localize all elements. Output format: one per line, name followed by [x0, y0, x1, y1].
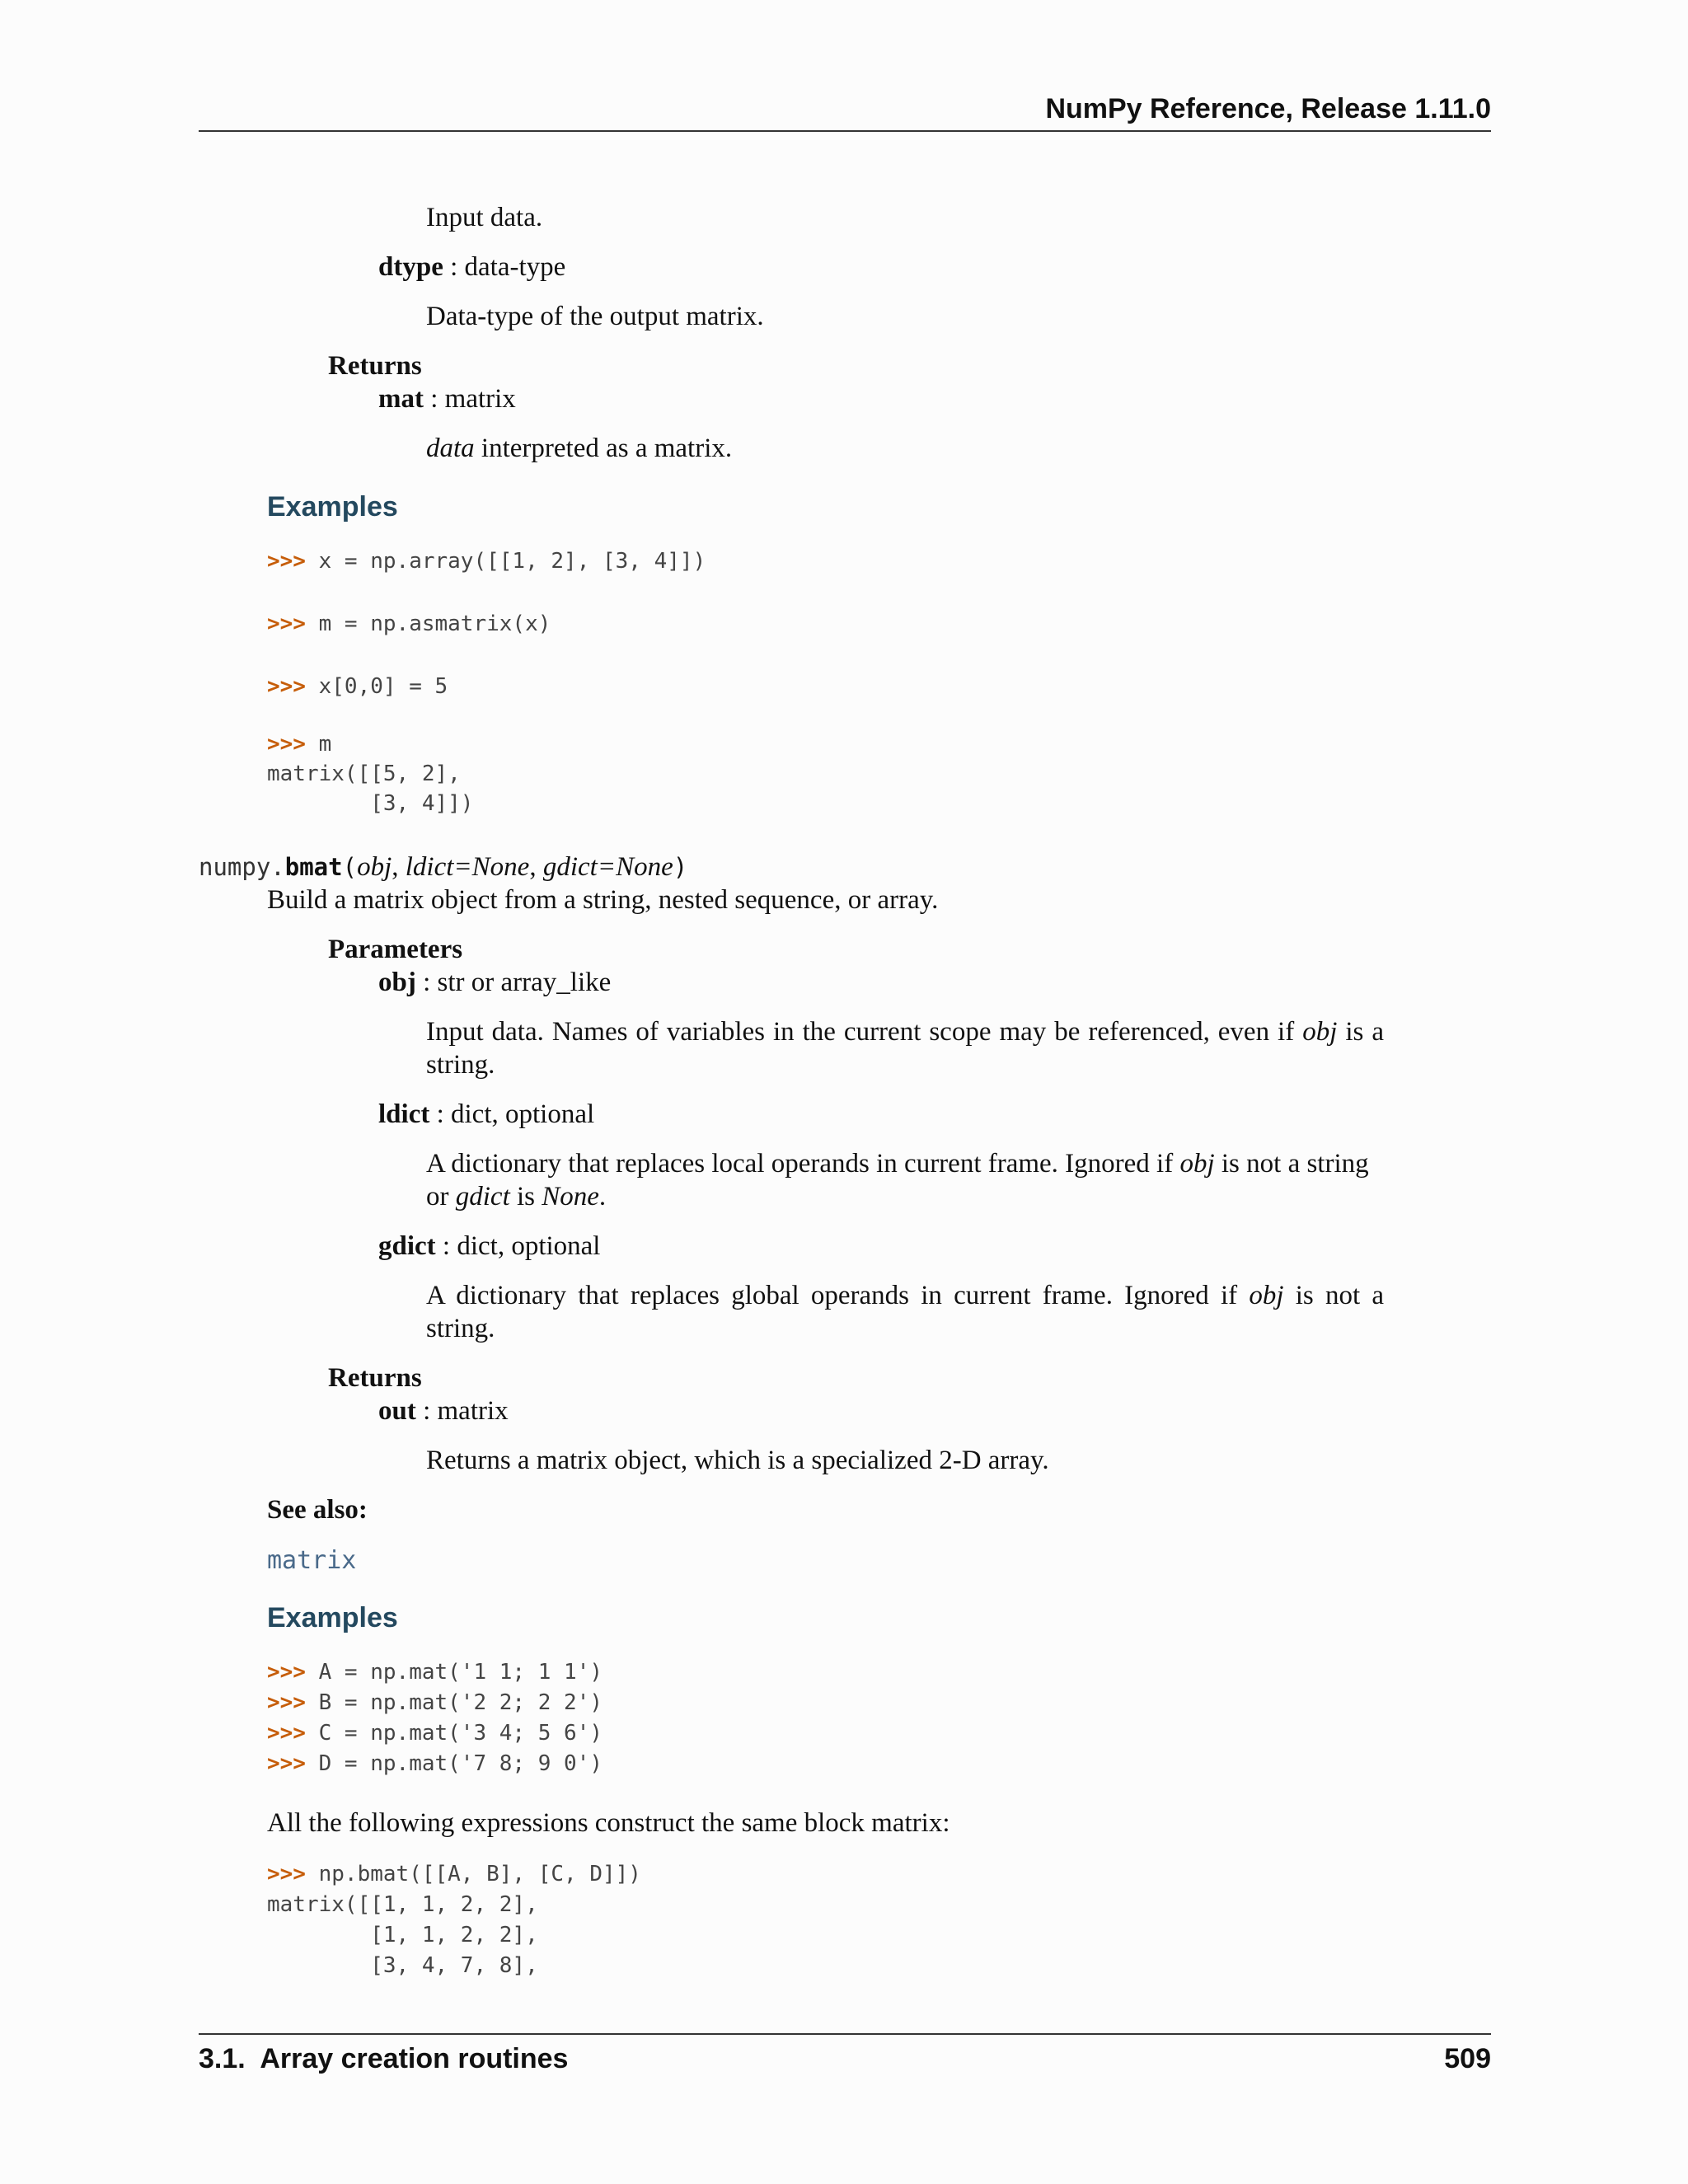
param-type: data-type — [464, 252, 566, 282]
code-output: matrix([[1, 1, 2, 2], — [267, 1892, 538, 1917]
code-text: np.bmat([[A, B], [C, D]]) — [318, 1862, 641, 1886]
page-number: 509 — [1444, 2043, 1491, 2074]
obj-param-desc — [426, 1015, 1384, 1081]
ldict-param: ldict : dict, optional — [378, 1099, 595, 1129]
param-name: gdict — [378, 1231, 436, 1261]
see-also-link-matrix[interactable]: matrix — [267, 1546, 357, 1575]
prompt: >>> — [267, 1690, 306, 1715]
prompt: >>> — [267, 1751, 306, 1776]
code-text: B = np.mat('2 2; 2 2') — [318, 1690, 603, 1715]
footer-rule — [199, 2033, 1491, 2035]
code-output: [3, 4]]) — [267, 791, 474, 816]
code-line — [267, 674, 448, 699]
sig-arg: obj — [357, 852, 392, 882]
function-summary: Build a matrix object from a string, nested sequence, or array. — [267, 885, 939, 915]
param-name: dtype — [378, 252, 443, 282]
code-line — [267, 1721, 603, 1746]
header-rule — [199, 130, 1491, 132]
code-text: m — [318, 732, 332, 757]
emphasis: obj — [1249, 1281, 1284, 1310]
function-name: bmat — [284, 853, 343, 881]
param-type: dict, optional — [451, 1099, 595, 1129]
ldict-param-desc — [426, 1147, 1384, 1213]
dtype-param: dtype : data-type — [378, 252, 566, 282]
desc-text: Input data. Names of variables in the current scope may be referenced, even if — [426, 1017, 1295, 1047]
prompt: >>> — [267, 674, 306, 699]
emphasis: gdict — [455, 1182, 510, 1212]
returns-label: Returns — [328, 1363, 422, 1393]
code-text: m = np.asmatrix(x) — [318, 612, 551, 636]
param-type: str or array_like — [437, 968, 612, 997]
see-also-label: See also: — [267, 1495, 368, 1525]
return-desc — [426, 432, 732, 465]
code-line — [267, 612, 551, 636]
code-text: x = np.array([[1, 2], [3, 4]]) — [318, 549, 706, 574]
sig-arg: gdict=None — [542, 852, 673, 882]
code-line — [267, 1690, 603, 1715]
param-name: ldict — [378, 1099, 430, 1129]
obj-param: obj : str or array_like — [378, 968, 612, 997]
code-output: [3, 4, 7, 8], — [267, 1953, 538, 1978]
sig-close: ) — [673, 853, 688, 881]
code-line — [267, 549, 706, 574]
desc-text: is a string. — [426, 1017, 1384, 1080]
code-line — [267, 1862, 641, 1886]
examples-heading: Examples — [267, 491, 398, 523]
desc-text: . — [598, 1182, 607, 1212]
module-prefix: numpy. — [199, 853, 285, 881]
desc-text: is not a string or — [426, 1149, 1369, 1212]
code-output: [1, 1, 2, 2], — [267, 1923, 538, 1947]
code-line — [267, 732, 331, 757]
code-text: D = np.mat('7 8; 9 0') — [318, 1751, 603, 1776]
dtype-param-desc: Data-type of the output matrix. — [426, 302, 764, 331]
code-text: C = np.mat('3 4; 5 6') — [318, 1721, 603, 1746]
return-value: out : matrix — [378, 1396, 509, 1426]
return-type: matrix — [444, 384, 516, 414]
prompt: >>> — [267, 549, 306, 574]
prompt: >>> — [267, 732, 306, 757]
code-line — [267, 1751, 603, 1776]
parameters-label: Parameters — [328, 935, 463, 964]
return-type: matrix — [437, 1396, 509, 1426]
desc-text: A dictionary that replaces global operands in current frame. Ignored if — [426, 1281, 1238, 1310]
returns-label: Returns — [328, 351, 422, 381]
prompt: >>> — [267, 1721, 306, 1746]
gdict-param: gdict : dict, optional — [378, 1231, 601, 1261]
prompt: >>> — [267, 1660, 306, 1685]
desc-text: interpreted as a matrix. — [481, 434, 733, 463]
return-value: mat : matrix — [378, 384, 516, 414]
function-signature: numpy.bmat(obj, ldict=None, gdict=None) — [199, 852, 688, 882]
code-text: x[0,0] = 5 — [318, 674, 448, 699]
param-name: obj — [378, 968, 416, 997]
desc-text: is — [516, 1182, 535, 1212]
examples-heading: Examples — [267, 1602, 398, 1633]
prompt: >>> — [267, 612, 306, 636]
param-type: dict, optional — [457, 1231, 601, 1261]
code-line — [267, 1660, 603, 1685]
return-name: out — [378, 1396, 416, 1426]
desc-text: A dictionary that replaces local operands in current frame. Ignored if — [426, 1149, 1174, 1179]
running-header: NumPy Reference, Release 1.11.0 — [1045, 93, 1491, 124]
sig-open: ( — [342, 853, 358, 881]
emphasis: obj — [1179, 1149, 1215, 1179]
gdict-param-desc — [426, 1279, 1384, 1345]
desc-text: is not a string. — [426, 1281, 1385, 1343]
code-output: matrix([[5, 2], — [267, 762, 461, 786]
emphasis: None — [542, 1182, 599, 1212]
following-text: All the following expressions construct the same block matrix: — [267, 1808, 950, 1838]
return-desc: Returns a matrix object, which is a specialized 2-D array. — [426, 1446, 1049, 1475]
emphasis: obj — [1302, 1017, 1338, 1047]
emphasis: data — [426, 434, 475, 463]
sig-arg: ldict=None — [405, 852, 530, 882]
return-name: mat — [378, 384, 424, 414]
prompt: >>> — [267, 1862, 306, 1886]
data-param-desc: Input data. — [426, 203, 543, 232]
code-text: A = np.mat('1 1; 1 1') — [318, 1660, 603, 1685]
footer-section: 3.1. Array creation routines — [199, 2043, 569, 2074]
